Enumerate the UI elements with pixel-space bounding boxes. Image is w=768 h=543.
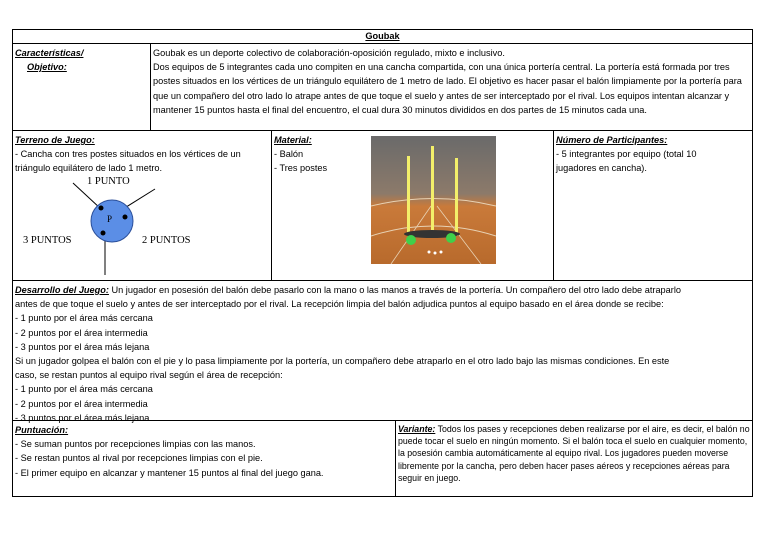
- page-title: Goubak: [365, 31, 400, 41]
- desarrollo-list1-item: - 3 puntos por el área más lejana: [15, 341, 150, 352]
- desarrollo-heading: Desarrollo del Juego:: [15, 285, 109, 295]
- diagram-post-2: [123, 215, 128, 220]
- variante-cell: [395, 420, 753, 497]
- desarrollo-list1-item: - 2 puntos por el área intermedia: [15, 327, 148, 338]
- desarrollo-intro-1: Un jugador en posesión del balón debe pasarlo con la mano o las manos a través de la portería. Un compañero del otro lado debe atraparlo: [108, 285, 681, 295]
- variante-body: Todos los pases y recepciones deben realizarse por el aire, es decir, el balón no puede tocar el suelo en ningún momento. Si el balón toca el suelo en cualquier momento, la posesión cambia automáticamente al equipo rival. Los jugadores pueden moverse libremente por la cancha, pero deben hacer pases aéreos y recepciones aéreas para seguir en juego.: [398, 424, 750, 483]
- puntuacion-item: - El primer equipo en alcanzar y mantener 15 puntos al final del juego gana.: [15, 467, 324, 478]
- desarrollo-pie-2: caso, se restan puntos al equipo rival según el área de recepción:: [15, 370, 283, 381]
- diagram-center-label: P: [107, 214, 113, 224]
- caracteristicas-label-cell: [12, 43, 151, 131]
- participantes-heading: Número de Participantes:: [556, 135, 668, 145]
- material-item-1: - Balón: [274, 149, 304, 160]
- participantes-line2: jugadores en cancha).: [556, 163, 647, 174]
- terreno-line2: triángulo equilátero de lado 1 metro.: [15, 163, 163, 174]
- material-item-2: - Tres postes: [274, 163, 328, 174]
- diagram-post-3: [101, 231, 106, 236]
- desarrollo-list2-item: - 3 puntos por el área más lejana: [15, 412, 150, 423]
- terreno-heading: Terreno de Juego:: [15, 135, 95, 145]
- puntuacion-heading: Puntuación:: [15, 425, 69, 435]
- desarrollo-list2-item: - 2 puntos por el área intermedia: [15, 398, 148, 409]
- desarrollo-cell: [12, 280, 753, 421]
- caracteristicas-heading: Características/ Objetivo:: [15, 48, 84, 73]
- participantes-line1: - 5 integrantes por equipo (total 10: [556, 149, 697, 160]
- caracteristicas-body-cell: [150, 43, 753, 131]
- terreno-cell: [12, 130, 272, 281]
- diagram-label-right: 2 PUNTOS: [142, 235, 191, 246]
- goal-diagram: [13, 171, 271, 281]
- desarrollo-list2-item: - 1 punto por el área más cercana: [15, 384, 153, 395]
- variante-heading: Variante:: [398, 424, 436, 434]
- caracteristicas-line1: Goubak es un deporte colectivo de colaboración-oposición regulado, mixto e inclusivo.: [153, 48, 505, 58]
- puntuacion-item: - Se suman puntos por recepciones limpias con las manos.: [15, 439, 256, 450]
- diagram-line-top-right: [123, 189, 155, 209]
- caracteristicas-body: Dos equipos de 5 integrantes cada uno compiten en una cancha compartida, con una única portería central. La portería está formada por tres postes situados en los vértices de un triángulo equilátero de 1 metro de lado. El objetivo es hacer pasar el balón limpiamente por la portería para que un compañero del otro lado lo atrape antes de que toque el suelo y antes de ser interceptado por el rival. Los equipos intentan alcanzar y mantener 15 puntos hasta el final del encuentro, el cual dura 30 minutos divididos en dos partes de 15 minutos cada una.: [153, 62, 742, 115]
- puntuacion-item: - Se restan puntos al rival por recepciones limpias con el pie.: [15, 453, 263, 464]
- goubak-photo: [371, 136, 496, 264]
- participantes-cell: [553, 130, 753, 281]
- desarrollo-intro-2: antes de que toque el suelo y antes de ser interceptado por el rival. La recepción limpia del balón adjudica puntos al equipo basado en el área donde se recibe:: [15, 299, 664, 310]
- diagram-label-left: 3 PUNTOS: [23, 235, 72, 246]
- diagram-post-1: [99, 206, 104, 211]
- diagram-label-top: 1 PUNTO: [87, 176, 130, 187]
- desarrollo-pie-1: Si un jugador golpea el balón con el pie y lo pasa limpiamente por la portería, un compañero debe atraparlo en el otro lado bajo las mismas condiciones. En este: [15, 356, 670, 367]
- material-heading: Material:: [274, 135, 312, 145]
- terreno-line1: - Cancha con tres postes situados en los vértices de un: [15, 149, 241, 160]
- title-row: [12, 29, 753, 44]
- material-cell: [271, 130, 554, 281]
- puntuacion-cell: [12, 420, 396, 497]
- desarrollo-list1-item: - 1 punto por el área más cercana: [15, 313, 153, 324]
